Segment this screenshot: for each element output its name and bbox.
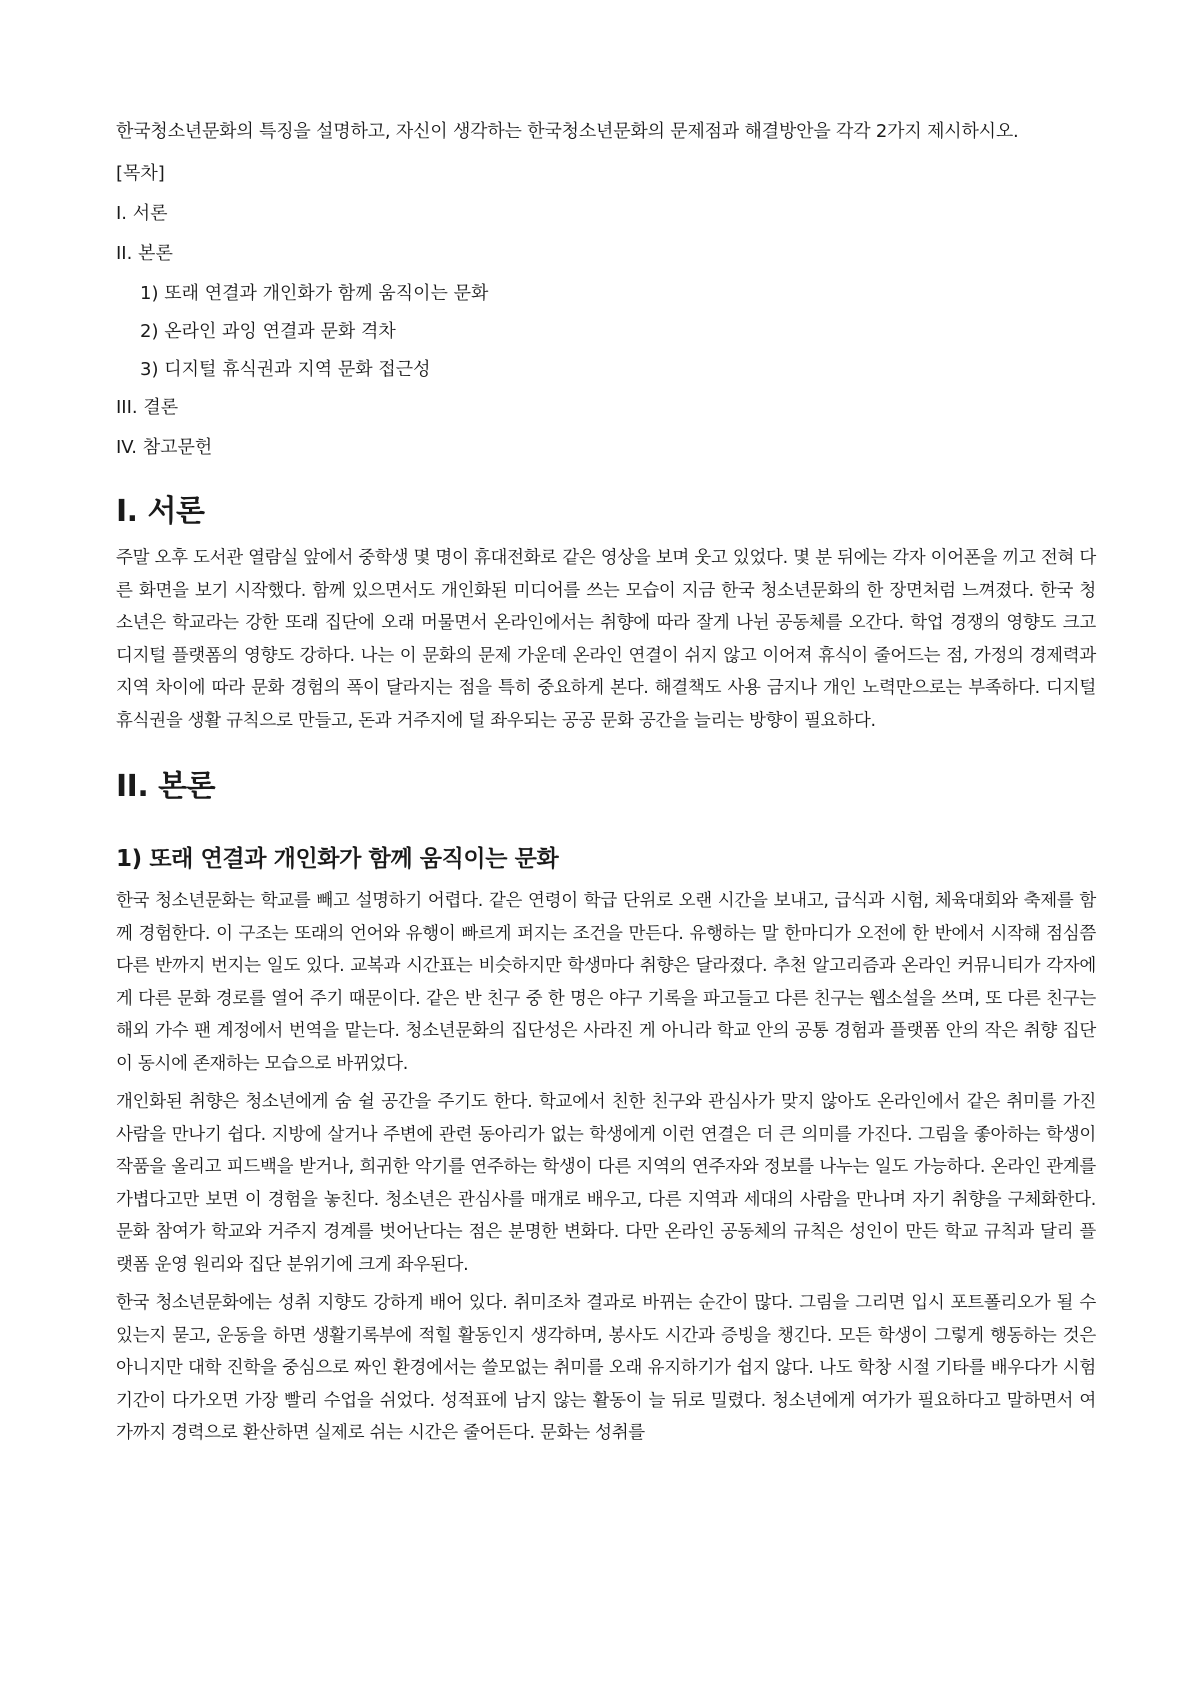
toc-item-body: II. 본론 xyxy=(116,243,173,264)
intro-paragraph: 주말 오후 도서관 열람실 앞에서 중학생 몇 명이 휴대전화로 같은 영상을 보며 웃고 있었다. 몇 분 뒤에는 각자 이어폰을 끼고 전혀 다른 화면을 보기 시작했다. 함께 있으면서도 개인화된 미디어를 쓰는 모습이 지금 한국 청소년문화의 한 장면처럼 느껴졌다. 한국 청소년은 학교라는 강한 또래 집단에 오래 머물면서 온라인에서는 취향에 따라 잘게 나뉜 공동체를 오간다. 학업 경쟁의 영향도 크고 디지털 플랫폼의 영향도 강하다. 나는 이 문화의 문제 가운데 온라인 연결이 쉬지 않고 이어져 휴식이 줄어드는 점, 가정의 경제력과 지역 차이에 따라 문화 경험의 폭이 달라지는 점을 특히 중요하게 본다. 해결책도 사용 금지나 개인 노력만으로는 부족하다. 디지털 휴식권을 생활 규칙으로 만들고, 돈과 거주지에 덜 좌우되는 공공 문화 공간을 늘리는 방향이 필요하다. xyxy=(116,548,1096,731)
toc-item-body-2: 2) 온라인 과잉 연결과 문화 격차 xyxy=(140,321,396,342)
toc-item-body-3: 3) 디지털 휴식권과 지역 문화 접근성 xyxy=(140,359,431,380)
toc-heading: [목차] xyxy=(116,163,165,184)
toc-item-references: IV. 참고문헌 xyxy=(116,437,213,458)
table-of-contents xyxy=(116,160,1096,462)
subsection-title-1: 1) 또래 연결과 개인화가 함께 움직이는 문화 xyxy=(116,846,559,872)
toc-item-conclusion: III. 결론 xyxy=(116,397,179,418)
toc-item-body-1: 1) 또래 연결과 개인화가 함께 움직이는 문화 xyxy=(140,283,489,304)
document-page xyxy=(116,118,1096,1456)
body-paragraph-1: 한국 청소년문화는 학교를 빼고 설명하기 어렵다. 같은 연령이 학급 단위로 오랜 시간을 보내고, 급식과 시험, 체육대회와 축제를 함께 경험한다. 이 구조는 또래의 언어와 유행이 빠르게 퍼지는 조건을 만든다. 유행하는 말 한마디가 오전에 한 반에서 시작해 점심쯤 다른 반까지 번지는 일도 있다. 교복과 시간표는 비슷하지만 학생마다 취향은 달라졌다. 추천 알고리즘과 온라인 커뮤니티가 각자에게 다른 문화 경로를 열어 주기 때문이다. 같은 반 친구 중 한 명은 야구 기록을 파고들고 다른 친구는 웹소설을 쓰며, 또 다른 친구는 해외 가수 팬 계정에서 번역을 맡는다. 청소년문화의 집단성은 사라진 게 아니라 학교 안의 공통 경험과 플랫폼 안의 작은 취향 집단이 동시에 존재하는 모습으로 바뀌었다. xyxy=(116,891,1096,1074)
body-paragraph-3: 한국 청소년문화에는 성취 지향도 강하게 배어 있다. 취미조차 결과로 바뀌는 순간이 많다. 그림을 그리면 입시 포트폴리오가 될 수 있는지 묻고, 운동을 하면 생활기록부에 적힐 활동인지 생각하며, 봉사도 시간과 증빙을 챙긴다. 모든 학생이 그렇게 행동하는 것은 아니지만 대학 진학을 중심으로 짜인 환경에서는 쓸모없는 취미를 오래 유지하기가 쉽지 않다. 나도 학창 시절 기타를 배우다가 시험 기간이 다가오면 가장 빨리 수업을 쉬었다. 성적표에 남지 않는 활동이 늘 뒤로 밀렸다. 청소년에게 여가가 필요하다고 말하면서 여가까지 경력으로 환산하면 실제로 쉬는 시간은 줄어든다. 문화는 성취를 xyxy=(116,1293,1096,1443)
body-paragraph-2: 개인화된 취향은 청소년에게 숨 쉴 공간을 주기도 한다. 학교에서 친한 친구와 관심사가 맞지 않아도 온라인에서 같은 취미를 가진 사람을 만나기 쉽다. 지방에 살거나 주변에 관련 동아리가 없는 학생에게 이런 연결은 더 큰 의미를 가진다. 그림을 좋아하는 학생이 작품을 올리고 피드백을 받거나, 희귀한 악기를 연주하는 학생이 다른 지역의 연주자와 정보를 나누는 일도 가능하다. 온라인 관계를 가볍다고만 보면 이 경험을 놓친다. 청소년은 관심사를 매개로 배우고, 다른 지역과 세대의 사람을 만나며 자기 취향을 구체화한다. 문화 참여가 학교와 거주지 경계를 벗어난다는 점은 분명한 변화다. 다만 온라인 공동체의 규칙은 성인이 만든 학교 규칙과 달리 플랫폼 운영 원리와 집단 분위기에 크게 좌우된다. xyxy=(116,1092,1096,1275)
section-title-intro: I. 서론 xyxy=(116,494,205,529)
assignment-question: 한국청소년문화의 특징을 설명하고, 자신이 생각하는 한국청소년문화의 문제점과 해결방안을 각각 2가지 제시하시오. xyxy=(116,121,1019,142)
section-title-body: II. 본론 xyxy=(116,769,216,804)
toc-item-intro: I. 서론 xyxy=(116,203,168,224)
